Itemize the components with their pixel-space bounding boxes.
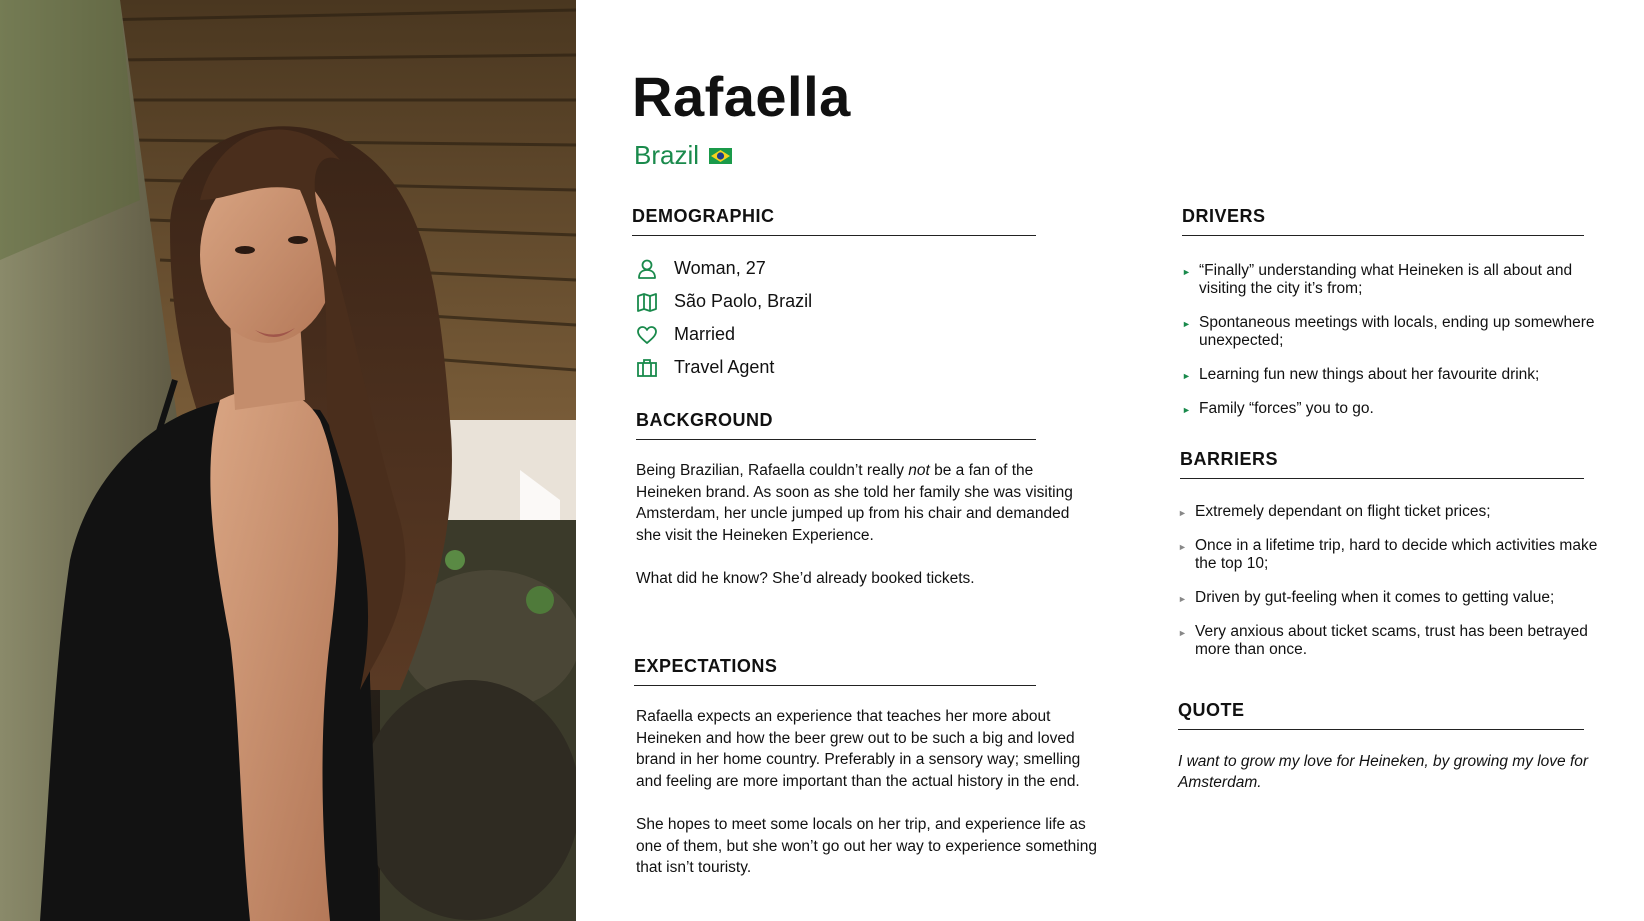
- bullet-arrow-icon: ►: [1178, 508, 1187, 518]
- driver-item: [1180, 400, 1600, 418]
- demographic-item-occupation: [636, 351, 812, 384]
- driver-text: Learning fun new things about her favourite drink;: [1199, 366, 1540, 383]
- persona-photo: [0, 0, 576, 921]
- background-text: be a fan of the Heineken brand. As soon as she told her family she was visiting Amsterdam, her uncle jumped up from his chair and demanded she visit the Heineken Experience.: [636, 462, 1073, 544]
- drivers-title: DRIVERS: [1182, 206, 1584, 236]
- persona-photo-illustration: [0, 0, 576, 921]
- bullet-arrow-icon: ►: [1182, 405, 1191, 415]
- drivers-list: [1180, 262, 1600, 418]
- demographic-item-location: [636, 285, 812, 318]
- bullet-arrow-icon: ►: [1182, 267, 1191, 277]
- barrier-item: [1176, 537, 1606, 573]
- briefcase-icon: [636, 357, 658, 379]
- barrier-text: Extremely dependant on flight ticket prices;: [1195, 503, 1491, 520]
- barrier-text: Very anxious about ticket scams, trust has been betrayed more than once.: [1195, 623, 1588, 658]
- expectations-paragraph-2: She hopes to meet some locals on her trip, and experience life as one of them, but she won’t go out her way to experience something that isn’t touristy.: [636, 816, 1097, 877]
- country-label: Brazil: [634, 140, 700, 170]
- driver-item: [1180, 366, 1600, 384]
- background-title: BACKGROUND: [636, 410, 1036, 440]
- quote-title: QUOTE: [1178, 700, 1584, 730]
- driver-text: Family “forces” you to go.: [1199, 400, 1374, 417]
- bullet-arrow-icon: ►: [1178, 628, 1187, 638]
- expectations-paragraph-1: Rafaella expects an experience that teaches her more about Heineken and how the beer grew out to be such a big and loved brand in her home country. Preferably in a sensory way; smelling and feeling are more important than the actual history in the end.: [636, 708, 1081, 790]
- barrier-item: [1176, 623, 1606, 659]
- barriers-title: BARRIERS: [1180, 449, 1584, 479]
- brazil-flag-icon: [709, 148, 732, 164]
- barrier-text: Once in a lifetime trip, hard to decide which activities make the top 10;: [1195, 537, 1598, 572]
- driver-item: [1180, 314, 1600, 350]
- demographic-label: Travel Agent: [674, 357, 775, 377]
- background-paragraph-2: What did he know? She’d already booked tickets.: [636, 570, 975, 587]
- barrier-item: [1176, 503, 1606, 521]
- bullet-arrow-icon: ►: [1178, 542, 1187, 552]
- driver-text: “Finally” understanding what Heineken is all about and visiting the city it’s from;: [1199, 262, 1573, 297]
- quote-text: I want to grow my love for Heineken, by growing my love for Amsterdam.: [1178, 753, 1589, 791]
- barrier-text: Driven by gut-feeling when it comes to getting value;: [1195, 589, 1555, 606]
- background-emphasis: not: [908, 462, 930, 479]
- expectations-title: EXPECTATIONS: [634, 656, 1036, 686]
- map-icon: [636, 291, 658, 313]
- demographic-item-gender-age: [636, 252, 812, 285]
- demographic-item-relationship: [636, 318, 812, 351]
- person-icon: [636, 258, 658, 280]
- persona-name: Rafaella: [632, 65, 851, 128]
- driver-item: [1180, 262, 1600, 298]
- background-text: Being Brazilian, Rafaella couldn’t really: [636, 462, 909, 479]
- demographic-label: São Paolo, Brazil: [674, 291, 813, 311]
- demographic-title: DEMOGRAPHIC: [632, 206, 1036, 236]
- background-paragraph-1: [636, 460, 1096, 546]
- demographic-label: Woman, 27: [674, 258, 766, 278]
- demographic-label: Married: [674, 324, 736, 344]
- barrier-item: [1176, 589, 1606, 607]
- persona-country: [634, 140, 732, 171]
- barriers-list: [1176, 503, 1606, 659]
- bullet-arrow-icon: ►: [1182, 371, 1191, 381]
- bullet-arrow-icon: ►: [1178, 594, 1187, 604]
- bullet-arrow-icon: ►: [1182, 319, 1191, 329]
- demographic-list: [636, 252, 812, 384]
- heart-icon: [636, 324, 658, 346]
- driver-text: Spontaneous meetings with locals, ending up somewhere unexpected;: [1199, 314, 1595, 349]
